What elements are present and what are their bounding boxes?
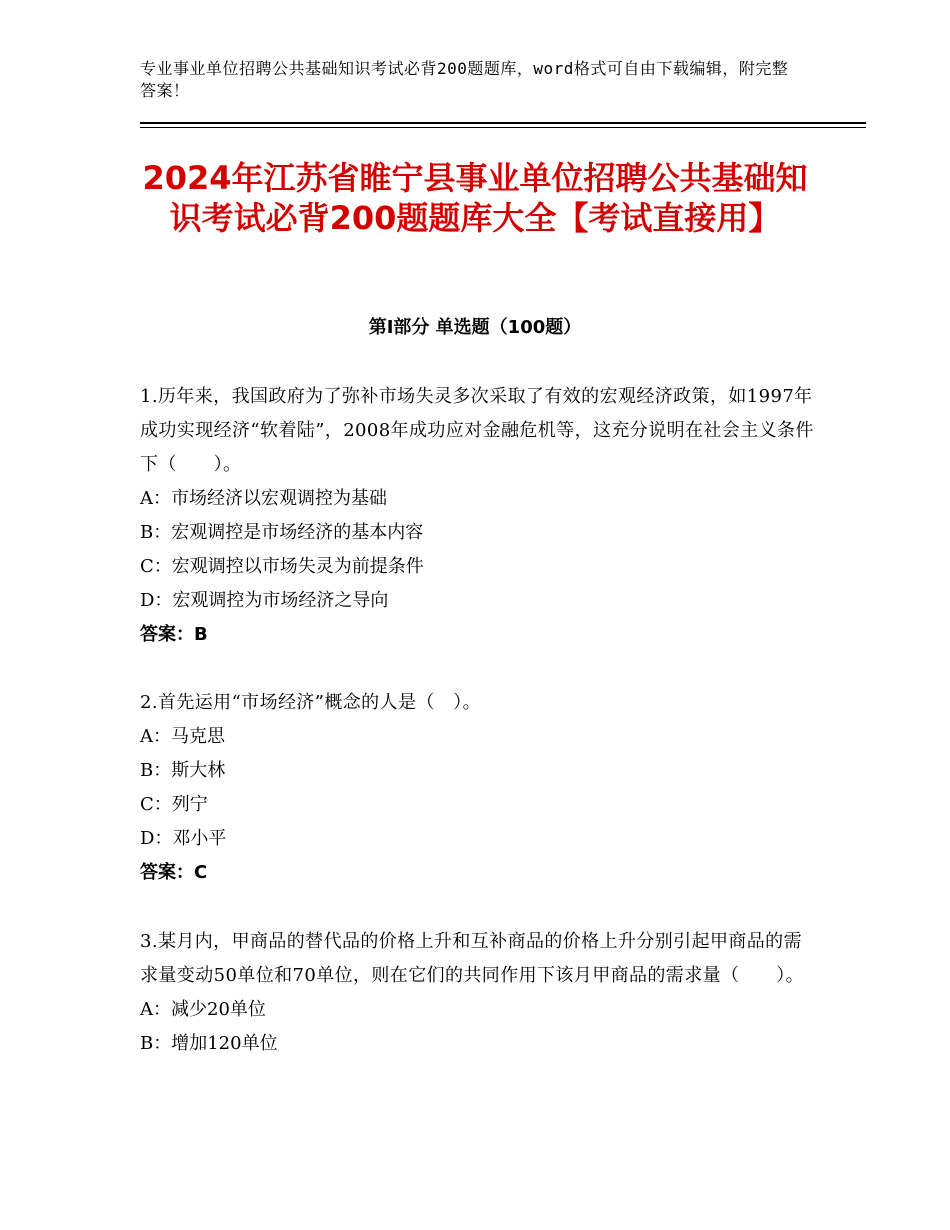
option-b: B：斯大林 [140,760,226,781]
section-title: 第Ⅰ部分 单选题（100题） [368,317,582,338]
option-a: A：市场经济以宏观调控为基础 [140,488,387,509]
question-1 [140,380,820,652]
option-d: D：邓小平 [140,828,227,849]
option-b: B：宏观调控是市场经济的基本内容 [140,522,424,543]
question-3 [140,925,820,1061]
answer: 答案：B [140,624,208,645]
option-c: C：列宁 [140,794,208,815]
header-note: 专业事业单位招聘公共基础知识考试必背200题题库，word格式可自由下载编辑，附完整答案！ [140,59,789,100]
option-a: A：马克思 [140,726,225,747]
question-stem: 3.某月内，甲商品的替代品的价格上升和互补商品的价格上升分别引起甲商品的需求量变动50单位和70单位，则在它们的共同作用下该月甲商品的需求量（ ）。 [140,931,805,986]
document-title: 2024年江苏省睢宁县事业单位招聘公共基础知识考试必背200题题库大全【考试直接用】 [142,159,808,237]
option-c: C：宏观调控以市场失灵为前提条件 [140,556,424,577]
answer: 答案：C [140,862,208,883]
question-stem: 2.首先运用“市场经济”概念的人是（ ）。 [140,692,481,713]
header-rule-thick [140,122,866,124]
option-b: B：增加120单位 [140,1033,278,1054]
header-rule-thin [140,127,866,128]
option-a: A：减少20单位 [140,999,266,1020]
question-2 [140,686,820,890]
question-stem: 1.历年来，我国政府为了弥补市场失灵多次采取了有效的宏观经济政策，如1997年成功实现经济“软着陆”，2008年成功应对金融危机等，这充分说明在社会主义条件下（ ）。 [140,386,814,475]
option-d: D：宏观调控为市场经济之导向 [140,590,389,611]
